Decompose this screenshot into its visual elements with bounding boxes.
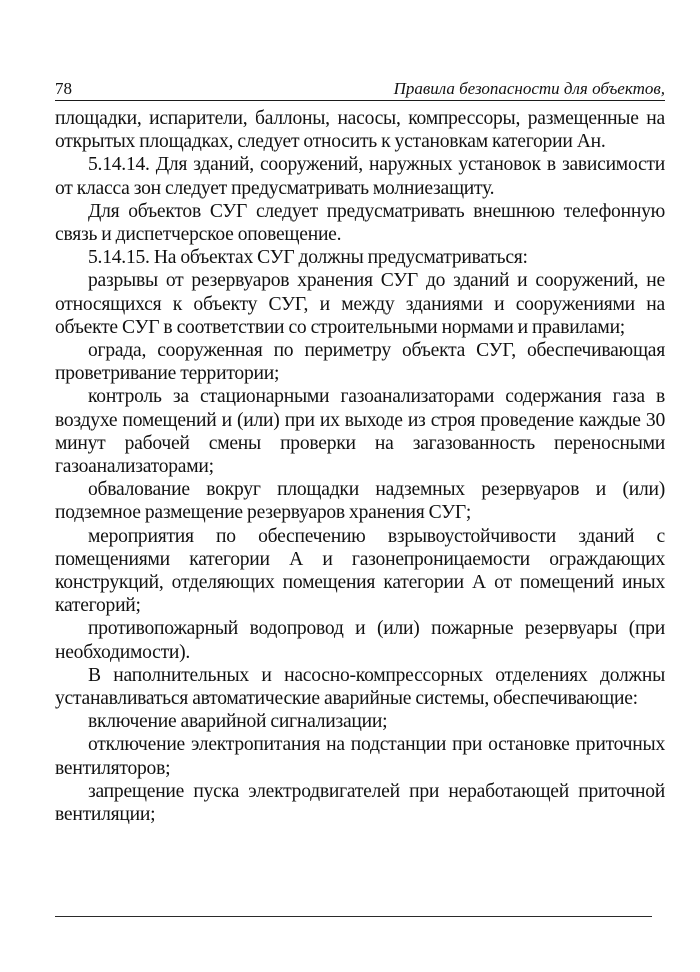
paragraph-5-14-15: 5.14.15. На объектах СУГ должны предусматриваться: — [88, 247, 528, 269]
list-item-fire-water: противопожарный водопровод и (или) пожарные резервуары (при необходимости). — [55, 618, 665, 663]
paragraph-5-14-14: 5.14.14. Для зданий, сооружений, наружных установок в зависимости от класса зон следует предусматривать молниезащиту. — [55, 154, 665, 199]
page-number: 78 — [55, 79, 72, 98]
list-item-fence: ограда, сооруженная по периметру объекта СУГ, обеспечивающая проветривание территории; — [55, 340, 665, 385]
body-text — [55, 107, 665, 826]
document-page — [55, 78, 665, 826]
list-item-gas-control: контроль за стационарными газоанализаторами содержания газа в воздухе помещений и (или) при их выходе из строя проведение каждые 30 минут рабочей смены проверки на загазованность переносными газоанализаторами; — [55, 386, 665, 478]
paragraph-continuation: площадки, испарители, баллоны, насосы, компрессоры, размещенные на открытых площадках, следует относить к установкам категории Ан. — [55, 108, 665, 153]
paragraph-telephone: Для объектов СУГ следует предусматривать внешнюю телефонную связь и диспетчерское оповещение. — [55, 200, 665, 246]
list-item-distances: разрывы от резервуаров хранения СУГ до зданий и сооружений, не относящихся к объекту СУГ, и между зданиями и сооружениями на объекте СУГ в соответствии со строительными нормами и правилами; — [55, 270, 665, 338]
paragraph-emergency-systems: В наполнительных и насосно-компрессорных отделениях должны устанавливаться автоматические аварийные системы, обеспечивающие: — [55, 664, 665, 710]
running-header — [55, 78, 665, 101]
list-item-alarm: включение аварийной сигнализации; — [88, 711, 388, 733]
running-title: Правила безопасности для объектов, — [393, 79, 665, 98]
list-item-explosion-resistance: мероприятия по обеспечению взрывоустойчивости зданий с помещениями категории А и газонепроницаемости ограждающих конструкций, отделяющих помещения категории А от помещений иных категорий; — [55, 525, 665, 617]
list-item-motor-start-ban: запрещение пуска электродвигателей при неработающей приточной вентиляции; — [55, 780, 665, 826]
list-item-power-off: отключение электропитания на подстанции при остановке приточных вентиляторов; — [55, 734, 665, 779]
list-item-embankment: обвалование вокруг площадки надземных резервуаров и (или) подземное размещение резервуаров хранения СУГ; — [55, 479, 665, 524]
footer-rule — [55, 916, 652, 917]
